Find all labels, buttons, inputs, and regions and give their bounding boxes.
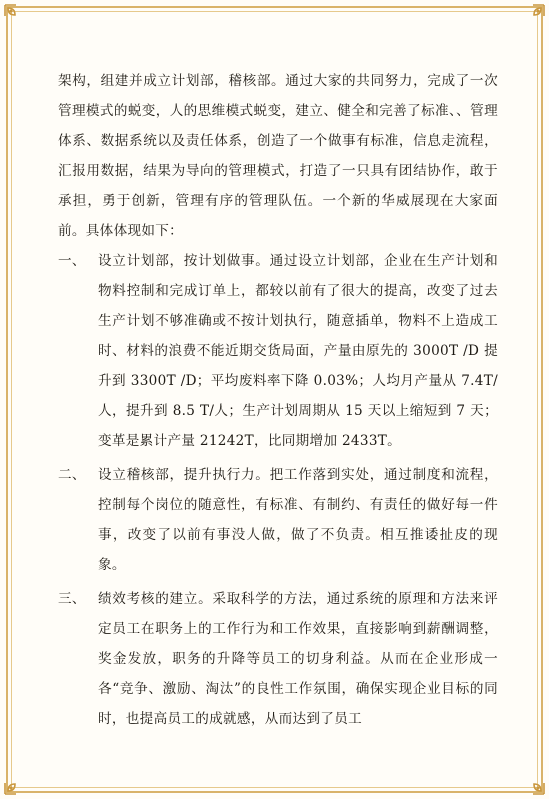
list-item-number: 三、 <box>58 591 86 607</box>
document-body <box>58 66 498 734</box>
corner-ornament-icon <box>521 2 547 28</box>
list-item <box>58 584 498 734</box>
list-item <box>58 246 498 456</box>
list-item-text: 设立计划部，按计划做事。通过设立计划部，企业在生产计划和物料控制和完成订单上，都较以前有了很大的提高，改变了过去生产计划不够准确或不按计划执行，随意插单，物料不上造成工时、材料的浪费不能近期交货局面，产量由原先的 3000T /D 提升到 3300T /D；平均废料率下降 0.03%；人均月产量从 7.4T/人，提升到 8.5 T/人；生产计划周期从 15 天以上缩短到 7 天；变革是累计产量 21242T，比同期增加 2433T。 <box>98 253 498 449</box>
corner-ornament-icon <box>521 771 547 797</box>
intro-paragraph: 架构，组建并成立计划部，稽核部。通过大家的共同努力，完成了一次管理模式的蜕变，人的思维模式蜕变，建立、健全和完善了标准、、管理体系、数据系统以及责任体系，创造了一个做事有标准，信息走流程，汇报用数据，结果为导向的管理模式，打造了一只具有团结协作，敢于承担，勇于创新，管理有序的管理队伍。一个新的华威展现在大家面前。具体体现如下： <box>58 73 498 239</box>
list-item-number: 一、 <box>58 253 86 269</box>
list-item-number: 二、 <box>58 467 86 483</box>
corner-ornament-icon <box>2 771 28 797</box>
corner-ornament-icon <box>2 2 28 28</box>
list-item <box>58 460 498 580</box>
list-item-text: 绩效考核的建立。采取科学的方法，通过系统的原理和方法来评定员工在职务上的工作行为和工作效果，直接影响到薪酬调整，奖金发放，职务的升降等员工的切身利益。从而在企业形成一各“竞争、激励、淘汰”的良性工作氛围，确保实现企业目标的同时，也提高员工的成就感，从而达到了员工 <box>98 591 498 727</box>
list-item-text: 设立稽核部，提升执行力。把工作落到实处，通过制度和流程，控制每个岗位的随意性，有标准、有制约、有责任的做好每一件事，改变了以前有事没人做，做了不负责。相互推诿扯皮的现象。 <box>98 467 498 573</box>
